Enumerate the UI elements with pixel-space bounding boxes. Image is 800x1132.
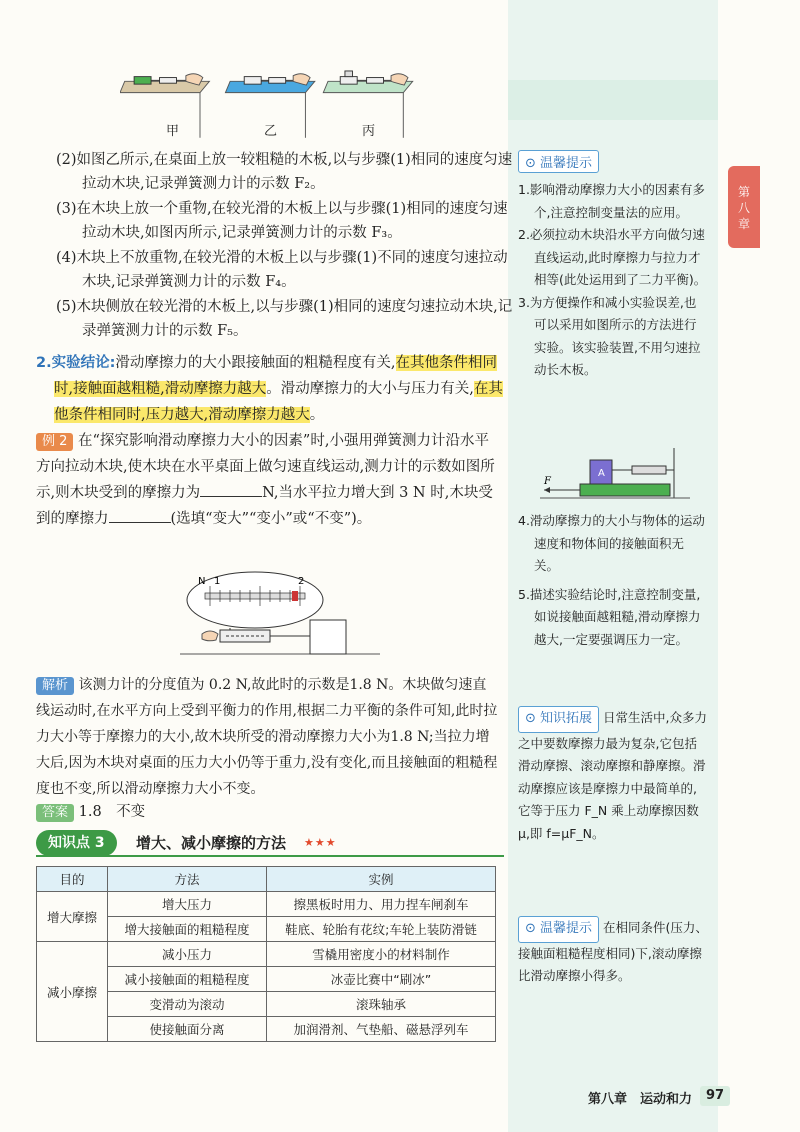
purpose-cell: 减小摩擦	[37, 942, 108, 1042]
tip-1-title-text: 温馨提示	[540, 156, 593, 171]
figure-label-jia: 甲	[166, 124, 180, 139]
header-underline	[36, 855, 504, 857]
scale-pointer	[292, 591, 298, 601]
scale-unit-label: N	[198, 576, 206, 587]
example-cell: 鞋底、轮胎有花纹;车轮上装防滑链	[267, 917, 496, 942]
wood-block	[310, 620, 346, 654]
header-purpose: 目的	[37, 867, 108, 892]
friction-methods-table	[36, 866, 496, 1042]
example-cell: 滚珠轴承	[267, 992, 496, 1017]
method-cell: 增大接触面的粗糙程度	[108, 917, 267, 942]
answer-text: 1.8 不变	[78, 804, 146, 820]
purpose-cell: 增大摩擦	[37, 892, 108, 942]
answer	[36, 800, 498, 824]
sidebar-tip-1	[518, 150, 708, 382]
difficulty-stars: ★★★	[304, 836, 337, 849]
method-cell: 减小压力	[108, 942, 267, 967]
figure-label-yi: 乙	[264, 124, 278, 139]
example-2	[36, 428, 498, 532]
conclusion-head: 2.实验结论:	[36, 355, 116, 371]
ext-text: 日常生活中,众多力之中要数摩擦力最为复杂,它包括滑动摩擦、滚动摩擦和静摩擦。滑动摩擦应该是摩擦力中最简单的,它等于压力 F_N 乘上动摩擦因数μ,即 f=μF_N。	[518, 710, 708, 841]
sidebar-knowledge-ext	[518, 706, 708, 845]
answer-tag: 答案	[36, 804, 74, 822]
method-cell: 减小接触面的粗糙程度	[108, 967, 267, 992]
knowledge-point-title: 增大、减小摩擦的方法	[136, 834, 287, 852]
knowledge-point-header	[36, 830, 504, 856]
table-row	[37, 942, 496, 967]
conclusion-highlight-1: 在其他条件相同时,接触面越粗糙,滑动摩擦力越大	[54, 355, 498, 397]
example-tag: 例 2	[36, 433, 73, 451]
step-3: (3)在木块上放一个重物,在较光滑的木板上以与步骤(1)相同的速度匀速拉动木块,如图丙所示,记录弹簧测力计的示数 F₃。	[56, 201, 508, 241]
sidebar-tip-1-cont	[518, 510, 708, 651]
example-cell: 雪橇用密度小的材料制作	[267, 942, 496, 967]
tip-2-text: 在相同条件(压力、接触面粗糙程度相同)下,滚动摩擦比滑动摩擦小得多。	[518, 920, 708, 983]
tip-2-title: ⊙ 温馨提示	[518, 916, 599, 943]
tip-1-item-1: 1.影响滑动摩擦力大小的因素有多个,注意控制变量法的应用。	[518, 182, 705, 220]
force-label: F	[544, 476, 551, 487]
experiment-conclusion	[36, 350, 516, 428]
chapter-tab[interactable]	[728, 166, 760, 248]
ext-body	[518, 706, 708, 845]
example-text-a: 在“探究影响滑动摩擦力大小的因素”时,小强用弹簧测力计沿水平方向拉动木块,使木块在水平桌面上做匀速直线运动,测力计的示数如图所示,则木块受到的摩擦力为	[36, 433, 495, 501]
knowledge-point-pill: 知识点 3	[36, 830, 117, 856]
answer-blank-1[interactable]	[200, 482, 262, 497]
conclusion-highlight-2: 在其他条件相同时,压力越大,滑动摩擦力越大	[54, 381, 503, 423]
table-header-row	[37, 867, 496, 892]
analysis	[36, 672, 498, 802]
sidebar-header-band	[508, 80, 718, 120]
method-cell: 使接触面分离	[108, 1017, 267, 1042]
sidebar-tip-2	[518, 916, 708, 988]
block-a-label: A	[598, 468, 605, 479]
scale-tick-1: 1	[214, 576, 221, 587]
step-2: (2)如图乙所示,在桌面上放一较粗糙的木板,以与步骤(1)相同的速度匀速拉动木块,记录弹簧测力计的示数 F₂。	[56, 152, 513, 192]
spring-scale-figure	[180, 566, 380, 666]
chapter-tab-label: 第八章	[737, 185, 750, 231]
conclusion-text-2: 。滑动摩擦力的大小与压力有关,	[266, 381, 474, 397]
example-cell: 加润滑剂、气垫船、磁悬浮列车	[267, 1017, 496, 1042]
example-cell: 擦黑板时用力、用力捏车闸刹车	[267, 892, 496, 917]
header-method: 方法	[108, 867, 267, 892]
example-text-c: (选填“变大”“变小”或“不变”)。	[170, 511, 372, 527]
tip-apparatus-figure	[540, 442, 690, 504]
figure-label-bing: 丙	[362, 124, 376, 139]
example-cell: 冰壶比赛中“刷冰”	[267, 967, 496, 992]
tip-2-body	[518, 916, 708, 988]
table-row	[37, 892, 496, 917]
tip-2-title-text: 温馨提示	[540, 921, 593, 936]
ext-title: ⊙ 知识拓展	[518, 706, 599, 733]
answer-blank-2[interactable]	[109, 508, 171, 523]
conclusion-text-3: 。	[309, 407, 325, 423]
setup-jia	[120, 74, 209, 138]
analysis-tag: 解析	[36, 677, 74, 695]
tip-1-title: ⊙ 温馨提示	[518, 150, 599, 173]
tip-1-item-4: 4.滑动摩擦力的大小与物体的运动速度和物体间的接触面积无关。	[518, 513, 705, 573]
tip-1-item-3: 3.为方便操作和减小实验误差,也可以采用如图所示的方法进行实验。该实验装置,不用匀速拉动长木板。	[518, 294, 701, 377]
ext-title-text: 知识拓展	[540, 711, 593, 726]
method-cell: 增大压力	[108, 892, 267, 917]
tip-1-item-2: 2.必须拉动木块沿水平方向做匀速直线运动,此时摩擦力与拉力才相等(此处运用到了二力平衡)。	[518, 227, 707, 287]
scale-tick-2: 2	[298, 576, 305, 587]
method-cell: 变滑动为滚动	[108, 992, 267, 1017]
analysis-text: 该测力计的分度值为 0.2 N,故此时的示数是1.8 N。木块做匀速直线运动时,在水平方向上受到平衡力的作用,根据二力平衡的条件可知,此时拉力大小等于摩擦力的大小,故木块所受的滑动摩擦力大小为1.8 N;当拉力增大后,因为木块对桌面的压力大小仍等于重力,没有变化,而且接触面的粗糙程度也不变,所以滑动摩擦力大小不变。	[36, 677, 498, 797]
tip-1-item-5: 5.描述实验结论时,注意控制变量,如说接触面越粗糙,滑动摩擦力越大,一定要强调压力一定。	[518, 586, 701, 647]
conclusion-text-1: 滑动摩擦力的大小跟接触面的粗糙程度有关,	[115, 355, 396, 371]
example-text-b: N,当水平拉力增大到 3 N 时,木块受到的摩擦力	[36, 485, 493, 527]
step-4: (4)木块上不放重物,在较光滑的木板上以与步骤(1)不同的速度匀速拉动木块,记录弹簧测力计的示数 F₄。	[56, 250, 508, 290]
page-number: 97	[700, 1086, 730, 1106]
header-example: 实例	[267, 867, 496, 892]
footer-chapter: 第八章 运动和力	[588, 1092, 693, 1107]
step-5: (5)木块侧放在较光滑的木板上,以与步骤(1)相同的速度匀速拉动木块,记录弹簧测力计的示数 F₅。	[56, 299, 513, 339]
